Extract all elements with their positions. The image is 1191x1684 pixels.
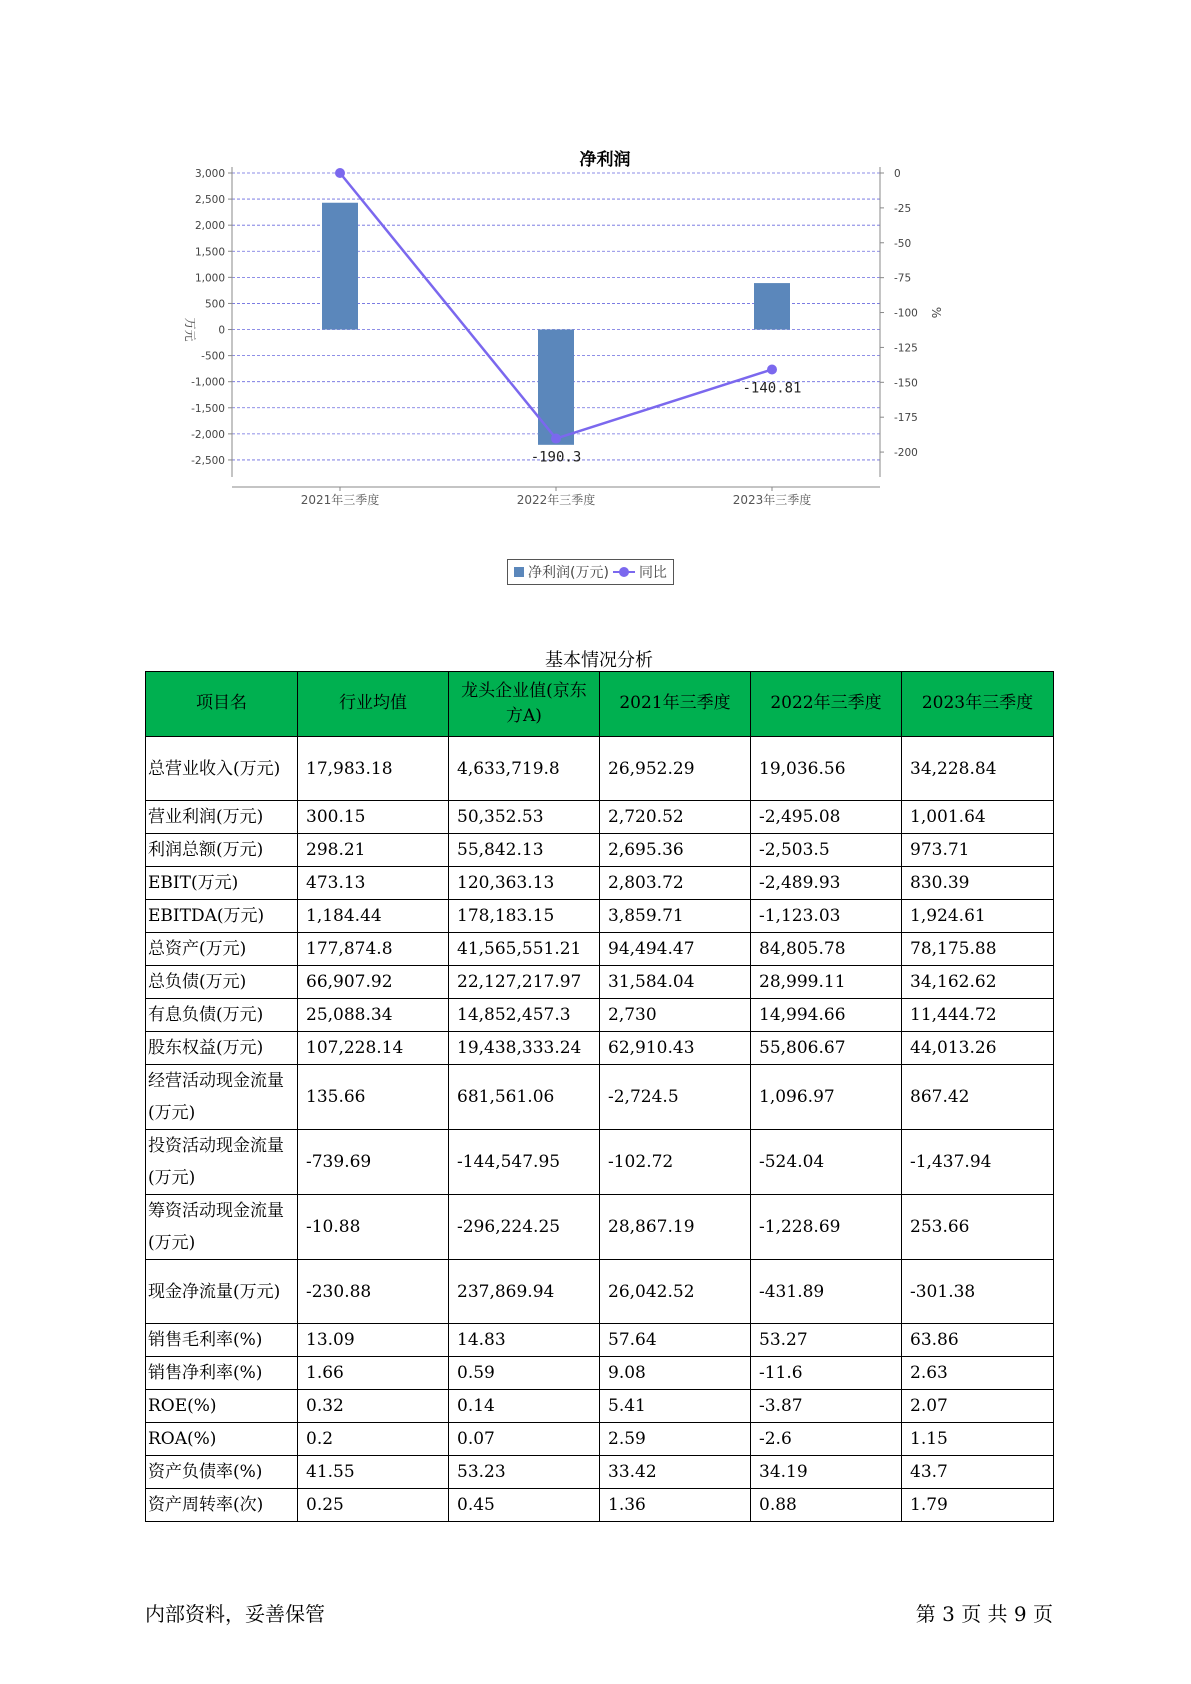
table-cell: -2,503.5 (751, 834, 902, 867)
table-cell: 13.09 (298, 1324, 449, 1357)
chart-canvas (180, 135, 1030, 555)
table-cell: 1,096.97 (751, 1065, 902, 1130)
table-header-row (146, 672, 1054, 737)
row-label: 销售毛利率(%) (146, 1324, 298, 1357)
row-label: 有息负债(万元) (146, 999, 298, 1032)
x-tick-label: 2023年三季度 (732, 493, 812, 507)
table-cell: 0.14 (449, 1390, 600, 1423)
table-cell: 41.55 (298, 1456, 449, 1489)
table-cell: 26,952.29 (600, 737, 751, 801)
table-cell: -739.69 (298, 1130, 449, 1195)
table-cell: -301.38 (902, 1260, 1054, 1324)
table-cell: 28,999.11 (751, 966, 902, 999)
table-cell: 0.45 (449, 1489, 600, 1522)
table-cell: 19,036.56 (751, 737, 902, 801)
table-cell: 2,730 (600, 999, 751, 1032)
row-label: 投资活动现金流量(万元) (146, 1130, 298, 1195)
y-left-axis-label: 万元 (183, 317, 197, 342)
table-cell: -524.04 (751, 1130, 902, 1195)
row-label: 营业利润(万元) (146, 801, 298, 834)
table-cell: 28,867.19 (600, 1195, 751, 1260)
table-cell: 0.2 (298, 1423, 449, 1456)
table-cell: 53.23 (449, 1456, 600, 1489)
y-left-tick-label: 2,000 (194, 220, 225, 233)
y-left-tick-label: 2,500 (194, 194, 225, 207)
y-left-tick-label: 0 (218, 324, 225, 337)
table-cell: 0.07 (449, 1423, 600, 1456)
table-cell: 14,994.66 (751, 999, 902, 1032)
table-cell: 9.08 (600, 1357, 751, 1390)
yoy-data-label: -190.3 (530, 449, 582, 466)
table-cell: 55,806.67 (751, 1032, 902, 1065)
table-cell: 66,907.92 (298, 966, 449, 999)
y-left-tick-label: -1,500 (191, 402, 225, 415)
table-cell: 2.63 (902, 1357, 1054, 1390)
row-label: 经营活动现金流量(万元) (146, 1065, 298, 1130)
table-cell: 63.86 (902, 1324, 1054, 1357)
row-label: 总负债(万元) (146, 966, 298, 999)
table-row (146, 1423, 1054, 1456)
table-cell: 2,695.36 (600, 834, 751, 867)
table-row (146, 1065, 1054, 1130)
table-cell: -296,224.25 (449, 1195, 600, 1260)
row-label: 股东权益(万元) (146, 1032, 298, 1065)
table-cell: 2.59 (600, 1423, 751, 1456)
table-cell: 22,127,217.97 (449, 966, 600, 999)
row-label: 资产负债率(%) (146, 1456, 298, 1489)
y-left-tick-label: -2,000 (191, 428, 225, 441)
table-cell: 55,842.13 (449, 834, 600, 867)
table-cell: 178,183.15 (449, 900, 600, 933)
row-label: 总营业收入(万元) (146, 737, 298, 801)
table-row (146, 1456, 1054, 1489)
table-cell: 1.66 (298, 1357, 449, 1390)
table-body (146, 737, 1054, 1522)
y-left-tick-label: 1,500 (194, 246, 225, 259)
row-label: EBIT(万元) (146, 867, 298, 900)
row-label: ROE(%) (146, 1390, 298, 1423)
table-row (146, 999, 1054, 1032)
row-label: 利润总额(万元) (146, 834, 298, 867)
table-cell: 1,001.64 (902, 801, 1054, 834)
table-row (146, 1324, 1054, 1357)
table-cell: 1,924.61 (902, 900, 1054, 933)
table-cell: 0.32 (298, 1390, 449, 1423)
table-cell: 1.15 (902, 1423, 1054, 1456)
table-cell: 681,561.06 (449, 1065, 600, 1130)
x-tick-label: 2022年三季度 (516, 493, 596, 507)
table-cell: 34,162.62 (902, 966, 1054, 999)
table-cell: 120,363.13 (449, 867, 600, 900)
table-row (146, 933, 1054, 966)
y-right-tick-label: -100 (894, 307, 918, 320)
table-cell: 14,852,457.3 (449, 999, 600, 1032)
table-row (146, 867, 1054, 900)
row-label: ROA(%) (146, 1423, 298, 1456)
y-left-tick-label: -500 (201, 350, 225, 363)
row-label: 现金净流量(万元) (146, 1260, 298, 1324)
table-row (146, 1390, 1054, 1423)
table-cell: 473.13 (298, 867, 449, 900)
table-row (146, 1130, 1054, 1195)
net-profit-bar (754, 283, 790, 329)
header-cell: 2023年三季度 (902, 672, 1054, 737)
yoy-point (551, 434, 561, 444)
table-cell: 237,869.94 (449, 1260, 600, 1324)
table-cell: 2,803.72 (600, 867, 751, 900)
table-row (146, 801, 1054, 834)
table-row (146, 1195, 1054, 1260)
table-cell: 135.66 (298, 1065, 449, 1130)
table-cell: 19,438,333.24 (449, 1032, 600, 1065)
row-label: 筹资活动现金流量(万元) (146, 1195, 298, 1260)
table-cell: 17,983.18 (298, 737, 449, 801)
yoy-data-label: -140.81 (742, 380, 802, 397)
y-left-tick-label: 3,000 (194, 168, 225, 180)
table-cell: 33.42 (600, 1456, 751, 1489)
table-cell: -230.88 (298, 1260, 449, 1324)
x-tick-label: 2021年三季度 (300, 493, 380, 507)
legend-bar-swatch (514, 567, 524, 577)
table-cell: 26,042.52 (600, 1260, 751, 1324)
y-left-tick-label: -2,500 (191, 454, 225, 467)
table-cell: 50,352.53 (449, 801, 600, 834)
table-cell: 11,444.72 (902, 999, 1054, 1032)
table-cell: 298.21 (298, 834, 449, 867)
table-row (146, 966, 1054, 999)
y-right-tick-label: -25 (894, 202, 912, 215)
y-left-tick-label: 1,000 (194, 272, 225, 285)
table-cell: 867.42 (902, 1065, 1054, 1130)
legend-bar-label: 净利润(万元) (528, 565, 609, 581)
table-cell: 177,874.8 (298, 933, 449, 966)
table-cell: 830.39 (902, 867, 1054, 900)
analysis-table (145, 671, 1054, 1522)
table-cell: -3.87 (751, 1390, 902, 1423)
table-cell: 84,805.78 (751, 933, 902, 966)
table-cell: 2,720.52 (600, 801, 751, 834)
table-row (146, 1357, 1054, 1390)
table-caption: 基本情况分析 (545, 650, 653, 671)
table-cell: 44,013.26 (902, 1032, 1054, 1065)
table-cell: -2,495.08 (751, 801, 902, 834)
row-label: 总资产(万元) (146, 933, 298, 966)
header-cell: 龙头企业值(京东方A) (449, 672, 600, 737)
table-cell: 1,184.44 (298, 900, 449, 933)
table-cell: 57.64 (600, 1324, 751, 1357)
yoy-point (335, 168, 345, 178)
header-cell: 行业均值 (298, 672, 449, 737)
net-profit-bar (538, 330, 574, 445)
y-right-tick-label: -175 (894, 412, 918, 425)
row-label: 销售净利率(%) (146, 1357, 298, 1390)
table-cell: 43.7 (902, 1456, 1054, 1489)
y-right-tick-label: -75 (894, 272, 912, 285)
y-right-tick-label: -200 (894, 447, 918, 460)
table-cell: -1,123.03 (751, 900, 902, 933)
y-right-tick-label: -50 (894, 237, 912, 250)
table-cell: 2.07 (902, 1390, 1054, 1423)
table-cell: -2,724.5 (600, 1065, 751, 1130)
table-cell: 1.79 (902, 1489, 1054, 1522)
table-cell: 31,584.04 (600, 966, 751, 999)
table-row (146, 1260, 1054, 1324)
table-cell: 4,633,719.8 (449, 737, 600, 801)
chart-legend (507, 559, 674, 585)
table-cell: 62,910.43 (600, 1032, 751, 1065)
table-cell: 253.66 (902, 1195, 1054, 1260)
table-row (146, 834, 1054, 867)
table-cell: 5.41 (600, 1390, 751, 1423)
table-cell: 1.36 (600, 1489, 751, 1522)
table-cell: 94,494.47 (600, 933, 751, 966)
table-cell: 41,565,551.21 (449, 933, 600, 966)
table-cell: -2,489.93 (751, 867, 902, 900)
legend-line-label: 同比 (638, 565, 667, 581)
yoy-point (767, 364, 777, 374)
table-cell: 53.27 (751, 1324, 902, 1357)
footer-confidential: 内部资料，妥善保管 (145, 1602, 325, 1626)
y-right-tick-label: -150 (894, 377, 918, 390)
table-cell: 973.71 (902, 834, 1054, 867)
table-cell: 25,088.34 (298, 999, 449, 1032)
table-cell: -11.6 (751, 1357, 902, 1390)
table-cell: -1,228.69 (751, 1195, 902, 1260)
table-cell: 3,859.71 (600, 900, 751, 933)
table-cell: 0.88 (751, 1489, 902, 1522)
table-cell: 300.15 (298, 801, 449, 834)
header-cell: 2021年三季度 (600, 672, 751, 737)
table-cell: -431.89 (751, 1260, 902, 1324)
header-cell: 2022年三季度 (751, 672, 902, 737)
y-right-tick-label: -125 (894, 342, 918, 355)
y-right-tick-label: 0 (894, 168, 901, 180)
table-cell: -10.88 (298, 1195, 449, 1260)
table-cell: -144,547.95 (449, 1130, 600, 1195)
chart-title: 净利润 (579, 150, 631, 170)
y-right-axis-label: % (929, 306, 943, 319)
table-cell: 34,228.84 (902, 737, 1054, 801)
table-cell: 14.83 (449, 1324, 600, 1357)
table-row (146, 900, 1054, 933)
net-profit-bar (322, 203, 358, 330)
table-row (146, 1032, 1054, 1065)
table-cell: 78,175.88 (902, 933, 1054, 966)
row-label: EBITDA(万元) (146, 900, 298, 933)
y-left-tick-label: 500 (204, 298, 225, 311)
table-row (146, 1489, 1054, 1522)
table-cell: -2.6 (751, 1423, 902, 1456)
table-row (146, 737, 1054, 801)
table-cell: 107,228.14 (298, 1032, 449, 1065)
header-cell: 项目名 (146, 672, 298, 737)
row-label: 资产周转率(次) (146, 1489, 298, 1522)
table-cell: 0.25 (298, 1489, 449, 1522)
table-cell: 34.19 (751, 1456, 902, 1489)
table-cell: 0.59 (449, 1357, 600, 1390)
table-cell: -102.72 (600, 1130, 751, 1195)
legend-line-swatch (613, 567, 635, 577)
net-profit-chart (180, 135, 1030, 605)
footer-page-number: 第 3 页 共 9 页 (915, 1602, 1053, 1626)
table-cell: -1,437.94 (902, 1130, 1054, 1195)
y-left-tick-label: -1,000 (191, 376, 225, 389)
